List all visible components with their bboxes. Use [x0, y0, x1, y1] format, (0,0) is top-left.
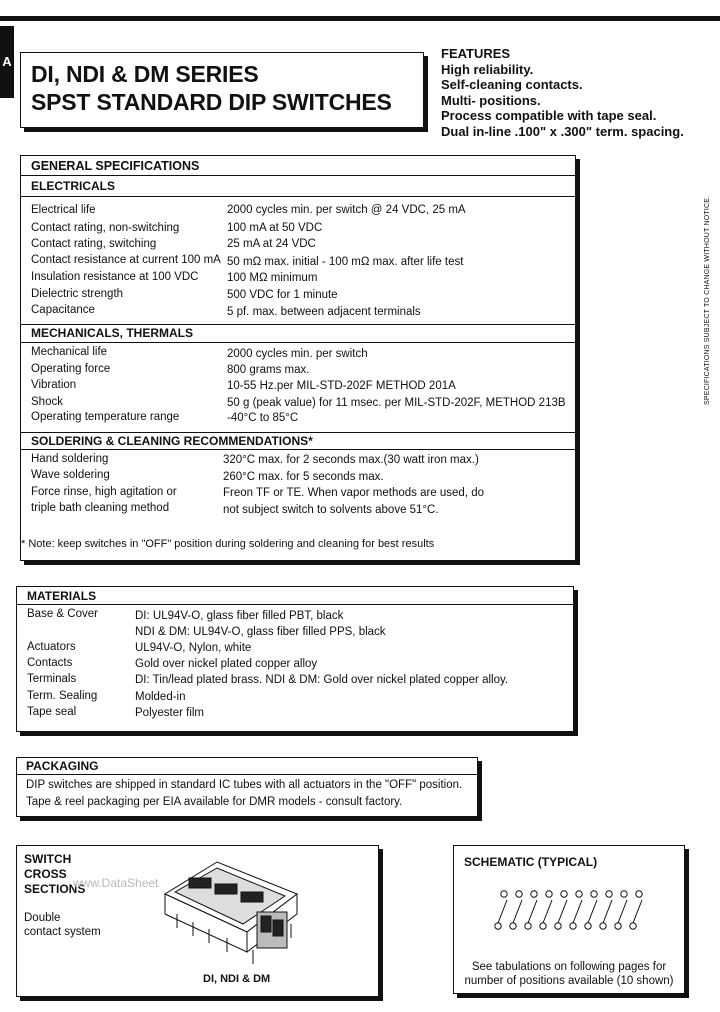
title-box — [20, 52, 424, 128]
packaging-box — [16, 757, 478, 817]
section-tab: A — [0, 26, 14, 98]
feature-item: Multi- positions. — [441, 92, 541, 108]
schematic-heading: SCHEMATIC (TYPICAL) — [464, 855, 598, 869]
material-value: UL94V-O, Nylon, white — [135, 642, 252, 654]
packaging-line: DIP switches are shipped in standard IC tubes with all actuators in the "OFF" position. — [26, 779, 463, 791]
material-label: Tape seal — [27, 706, 77, 718]
material-value: Molded-in — [135, 691, 186, 703]
packaging-line: Tape & reel packaging per EIA available for DMR models - consult factory. — [26, 796, 403, 808]
cross-sections-desc-line: contact system — [24, 926, 101, 938]
materials-box — [16, 586, 574, 732]
schematic-switch — [585, 891, 597, 929]
feature-item: Self-cleaning contacts. — [441, 77, 583, 92]
spec-label: Contact resistance at current 100 mA — [31, 254, 221, 266]
feature-item: Dual in-line .100" x .300" term. spacing. — [441, 123, 684, 139]
schematic-switch — [600, 891, 612, 929]
spec-label: Force rinse, high agitation or — [31, 486, 177, 498]
general-specifications-box — [20, 155, 576, 561]
material-label: Term. Sealing — [27, 690, 98, 702]
spec-label: Electrical life — [31, 204, 96, 216]
material-value: Gold over nickel plated copper alloy — [135, 658, 318, 670]
spec-label: Vibration — [31, 379, 77, 391]
spec-label: Insulation resistance at 100 VDC — [31, 271, 199, 283]
spec-value: 2000 cycles min. per switch @ 24 VDC, 25 mA — [227, 204, 466, 216]
cross-sections-heading-line: SWITCH — [24, 852, 72, 866]
schematic-switch — [525, 891, 537, 929]
spec-label: Mechanical life — [31, 346, 108, 358]
schematic-caption — [454, 960, 684, 988]
cross-sections-heading-line: SECTIONS — [24, 882, 86, 896]
material-value: Polyester film — [135, 707, 205, 719]
features-heading: FEATURES — [441, 46, 511, 61]
spec-value: 100 MΩ minimum — [227, 272, 318, 284]
switch-cross-section-drawing — [157, 854, 317, 972]
spec-label: triple bath cleaning method — [31, 502, 170, 514]
schematic-box — [453, 845, 685, 994]
spec-label: Contact rating, switching — [31, 238, 157, 250]
spec-label: Operating force — [31, 363, 111, 375]
spec-value: 100 mA at 50 VDC — [227, 222, 323, 234]
cross-sections-desc-line: Double — [24, 912, 61, 924]
side-note — [700, 195, 714, 410]
spec-value: Freon TF or TE. When vapor methods are used, do — [223, 487, 485, 499]
spec-label: Contact rating, non-switching — [31, 222, 180, 234]
schematic-switch — [615, 891, 627, 929]
spec-value: 10-55 Hz.per MIL-STD-202F METHOD 201A — [227, 380, 456, 392]
schematic-caption-line: See tabulations on following pages for — [471, 961, 667, 973]
spec-value: 500 VDC for 1 minute — [227, 289, 338, 301]
spec-value: 50 g (peak value) for 11 msec. per MIL-STD-202F, METHOD 213B — [227, 397, 566, 409]
cross-sections-heading-line: CROSS — [24, 867, 67, 881]
materials-heading: MATERIALS — [17, 589, 573, 605]
spec-value: 2000 cycles min. per switch — [227, 348, 368, 360]
general-specifications-heading: GENERAL SPECIFICATIONS — [21, 158, 575, 176]
material-label: Terminals — [27, 673, 77, 685]
cross-sections-heading — [24, 852, 85, 897]
spec-label: Dielectric strength — [31, 288, 124, 300]
mechanicals-heading: MECHANICALS, THERMALS — [21, 324, 575, 343]
spec-value: 800 grams max. — [227, 364, 310, 376]
material-label: Contacts — [27, 657, 73, 669]
features-block — [441, 46, 684, 139]
title-product: SPST STANDARD DIP SWITCHES — [31, 89, 392, 115]
schematic-switch — [570, 891, 582, 929]
schematic-switch — [540, 891, 552, 929]
packaging-heading: PACKAGING — [17, 759, 477, 775]
spec-label: Hand soldering — [31, 453, 109, 465]
schematic-switch — [555, 891, 567, 929]
schematic-switch — [510, 891, 522, 929]
top-rule — [0, 16, 720, 21]
material-label: Actuators — [27, 641, 76, 653]
material-value: NDI & DM: UL94V-O, glass fiber filled PPS, black — [135, 626, 386, 638]
spec-value: 260°C max. for 5 seconds max. — [223, 471, 384, 483]
feature-item: Process compatible with tape seal. — [441, 108, 657, 123]
spec-value: 25 mA at 24 VDC — [227, 238, 316, 250]
material-label: Base & Cover — [27, 608, 98, 620]
cross-sections-box — [16, 845, 379, 997]
spec-label: Operating temperature range — [31, 411, 180, 423]
title-series: DI, NDI & DM SERIES — [31, 61, 259, 87]
material-value: DI: Tin/lead plated brass. NDI & DM: Gold over nickel plated copper alloy. — [135, 674, 509, 686]
schematic-switch — [630, 891, 642, 929]
spec-label: Capacitance — [31, 304, 95, 316]
spec-value: 50 mΩ max. initial - 100 mΩ max. after life test — [227, 256, 464, 268]
material-value: DI: UL94V-O, glass fiber filled PBT, black — [135, 610, 344, 622]
spec-label: Shock — [31, 396, 63, 408]
spec-value: 320°C max. for 2 seconds max.(30 watt iron max.) — [223, 454, 479, 466]
spec-label: Wave soldering — [31, 469, 110, 481]
spec-value: not subject switch to solvents above 51°C. — [223, 504, 439, 516]
schematic-switch — [495, 891, 507, 929]
spec-value: 5 pf. max. between adjacent terminals — [227, 306, 421, 318]
cross-sections-description — [24, 911, 101, 939]
schematic-diagram — [490, 886, 650, 936]
spec-value: -40°C to 85°C — [227, 412, 299, 424]
electricals-heading: ELECTRICALS — [21, 176, 575, 197]
soldering-note: * Note: keep switches in "OFF" position during soldering and cleaning for best results — [21, 538, 435, 550]
watermark-text: www.DataSheet — [73, 876, 159, 890]
feature-item: High reliability. — [441, 61, 534, 77]
cross-sections-caption: DI, NDI & DM — [203, 973, 271, 985]
side-note-text: SPECIFICATIONS SUBJECT TO CHANGE WITHOUT NOTICE. — [704, 195, 711, 405]
schematic-caption-line: number of positions available (10 shown) — [464, 975, 674, 987]
soldering-heading: SOLDERING & CLEANING RECOMMENDATIONS* — [21, 432, 575, 450]
